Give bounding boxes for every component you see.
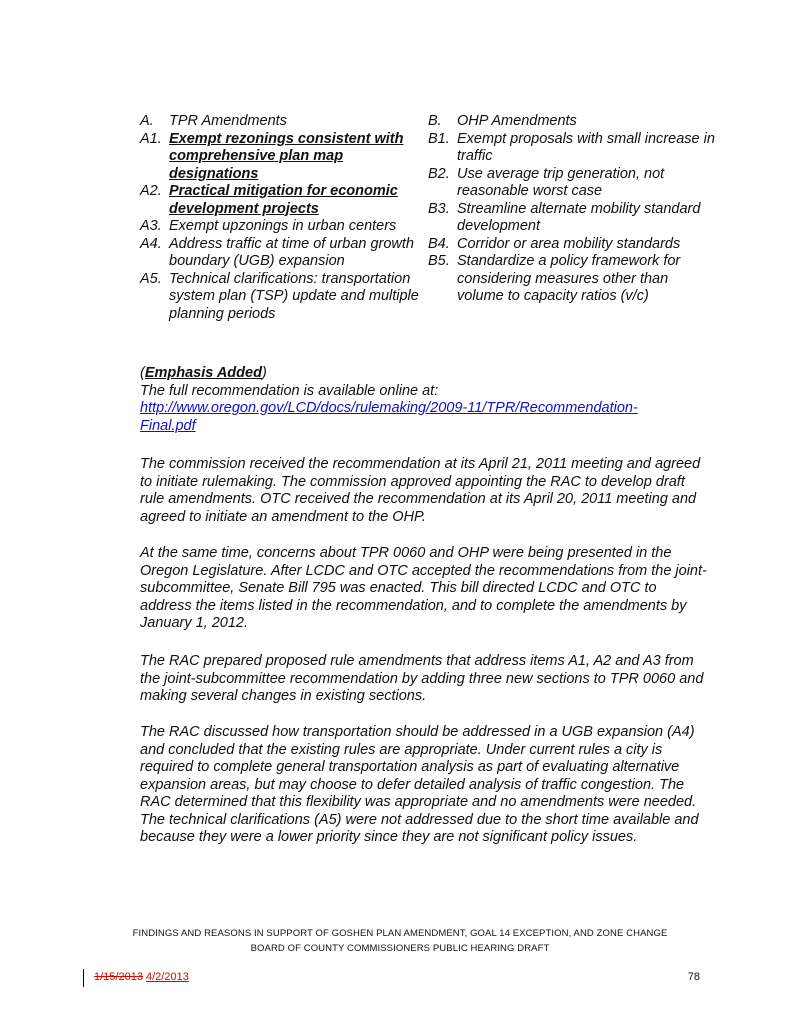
ohp-item-b2 — [428, 166, 718, 201]
tpr-item-id: A4. — [140, 235, 162, 252]
page-number: 78 — [687, 971, 700, 983]
ohp-item-text: Exempt proposals with small increase in traffic — [457, 130, 715, 164]
ohp-item-b1 — [428, 131, 718, 166]
ohp-item-id: B4. — [428, 235, 450, 252]
revision-date — [94, 971, 189, 983]
tpr-heading-text: TPR Amendments — [169, 113, 287, 129]
ohp-amendments-list — [428, 113, 718, 306]
ohp-item-id: B2. — [428, 165, 450, 182]
recommendation-intro: The full recommendation is available online at: — [140, 382, 439, 399]
paragraph-rac-amendments: The RAC prepared proposed rule amendments that address items A1, A2 and A3 from the joint-subcommittee recommendation by adding three new sections to TPR 0060 and making several changes in existing sections. — [140, 653, 704, 704]
revision-change-bar — [83, 969, 84, 987]
ohp-item-id: B1. — [428, 130, 450, 147]
footer-line-2: BOARD OF COUNTY COMMISSIONERS PUBLIC HEARING DRAFT — [250, 943, 550, 954]
emphasis-label: Emphasis Added — [144, 365, 262, 381]
emphasis-close: ) — [261, 365, 267, 381]
ohp-item-b5 — [428, 253, 718, 306]
recommendation-link[interactable]: http://www.oregon.gov/LCD/docs/rulemaking/2009-11/TPR/Recommendation-Final.pdf — [140, 400, 638, 434]
tpr-item-a3 — [140, 218, 430, 236]
ohp-item-b3 — [428, 201, 718, 236]
ohp-heading — [428, 113, 718, 131]
tpr-item-id: A1. — [140, 130, 162, 147]
tpr-item-text: Practical mitigation for economic development projects — [169, 183, 398, 217]
tpr-heading — [140, 113, 430, 131]
tpr-item-a1 — [140, 131, 430, 184]
deleted-date: 1/15/2013 — [94, 971, 143, 983]
tpr-item-text: Address traffic at time of urban growth boundary (UGB) expansion — [169, 235, 414, 269]
ohp-item-text: Use average trip generation, not reasonable worst case — [457, 165, 665, 199]
tpr-item-a2 — [140, 183, 430, 218]
ohp-item-id: B3. — [428, 200, 450, 217]
tpr-item-text: Exempt rezonings consistent with comprehensive plan map designations — [169, 130, 404, 182]
ohp-item-b4 — [428, 236, 718, 254]
tpr-item-a4 — [140, 236, 430, 271]
recommendation-block — [140, 365, 720, 435]
ohp-heading-text: OHP Amendments — [457, 113, 577, 129]
tpr-item-id: A3. — [140, 218, 162, 234]
footer-line-1: FINDINGS AND REASONS IN SUPPORT OF GOSHEN PLAN AMENDMENT, GOAL 14 EXCEPTION, AND ZONE CHANGE — [132, 928, 668, 939]
inserted-date: 4/2/2013 — [146, 971, 189, 983]
tpr-item-id: A2. — [140, 183, 162, 199]
tpr-item-text: Technical clarifications: transportation system plan (TSP) update and multiple planning periods — [169, 270, 419, 322]
emphasis-open: ( — [140, 365, 145, 381]
tpr-amendments-list — [140, 113, 430, 323]
ohp-item-text: Streamline alternate mobility standard development — [457, 200, 701, 234]
ohp-heading-id: B. — [428, 113, 442, 129]
tpr-item-text: Exempt upzonings in urban centers — [169, 218, 397, 234]
tpr-heading-id: A. — [140, 113, 154, 129]
ohp-item-text: Standardize a policy framework for considering measures other than volume to capacity ratios (v/c) — [457, 253, 681, 304]
paragraph-commission: The commission received the recommendation at its April 21, 2011 meeting and agreed to initiate rulemaking. The commission approved appointing the RAC to develop draft rule amendments. OTC received the recommendation at its April 20, 2011 meeting and agreed to initiate an amendment to the OHP. — [140, 456, 701, 525]
paragraph-legislature: At the same time, concerns about TPR 0060 and OHP were being presented in the Oregon Legislature. After LCDC and OTC accepted the recommendations from the joint-subcommittee, Senate Bill 795 was enacted. This bill directed LCDC and OTC to address the items listed in the recommendation, and to complete the amendments by January 1, 2012. — [140, 545, 707, 631]
ohp-item-id: B5. — [428, 253, 450, 269]
paragraph-rac-ugb: The RAC discussed how transportation should be addressed in a UGB expansion (A4) and concluded that the existing rules are appropriate. Under current rules a city is required to complete general transportation analysis as part of evaluating alternative expansion areas, but may choose to defer detailed analysis of traffic congestion. The RAC determined that this flexibility was appropriate and no amendments were needed. The technical clarifications (A5) were not addressed due to the short time available and because they were a lower priority since they are not significant policy issues. — [140, 724, 699, 845]
emphasis-note — [140, 365, 720, 383]
tpr-item-a5 — [140, 271, 430, 324]
tpr-item-id: A5. — [140, 270, 162, 287]
ohp-item-text: Corridor or area mobility standards — [457, 235, 681, 252]
